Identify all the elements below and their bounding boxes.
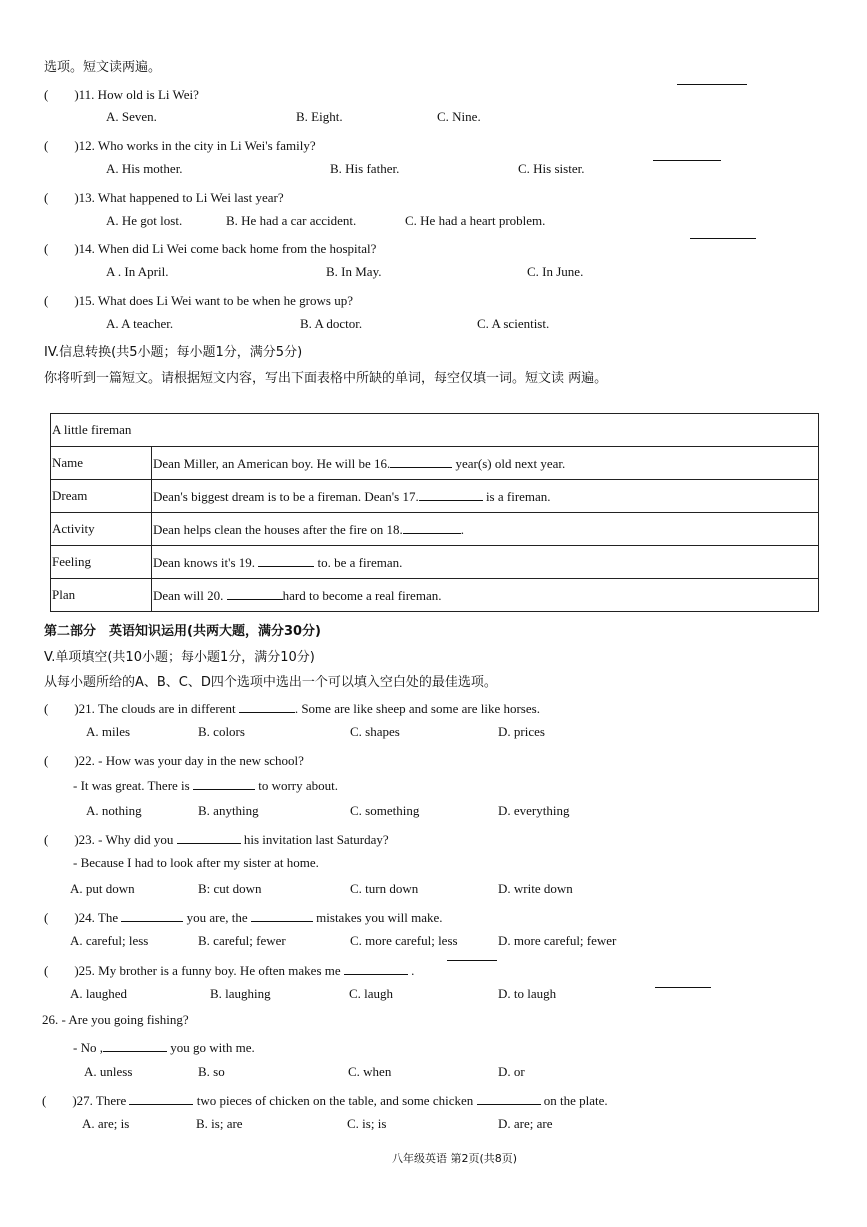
row-label: Activity: [51, 513, 152, 546]
option: A. miles: [86, 724, 131, 739]
table-row: [51, 513, 819, 546]
row-text: Dean Miller, an American boy. He will be 16.: [153, 455, 391, 471]
question-14: ( )14. When did Li Wei come back home from the hospital?: [44, 241, 377, 256]
row-label: Feeling: [51, 546, 152, 579]
option: C. is; is: [347, 1116, 387, 1131]
option: B. so: [198, 1064, 225, 1079]
question-25: [44, 960, 414, 979]
option: A. He got lost.: [106, 213, 183, 228]
option: B. is; are: [196, 1116, 243, 1131]
row-label: Dream: [51, 480, 152, 513]
section-5-instruction: 从每小题所给的A、B、C、D四个选项中选出一个可以填入空白处的最佳选项。: [44, 675, 497, 690]
row-content: [152, 546, 819, 579]
option: A. are; is: [82, 1116, 130, 1131]
question-26-line2: [73, 1039, 255, 1056]
answer-line: [447, 960, 497, 961]
blank-19[interactable]: [258, 554, 314, 567]
option: D. more careful; fewer: [498, 933, 617, 948]
intro-tail: 选项。短文读两遍。: [44, 60, 162, 75]
question-23: [44, 829, 389, 848]
blank-27a[interactable]: [129, 1092, 193, 1105]
option: C. when: [348, 1064, 392, 1079]
blank-22[interactable]: [193, 777, 255, 790]
blank-27b[interactable]: [477, 1092, 541, 1105]
row-text: year(s) old next year.: [455, 455, 566, 471]
blank-24a[interactable]: [121, 909, 183, 922]
option: A. nothing: [86, 803, 142, 818]
option: B. colors: [198, 724, 245, 739]
blank-16[interactable]: [390, 455, 452, 468]
row-text: Dean will 20.: [153, 587, 224, 603]
question-text: ( )23. - Why did you: [44, 832, 174, 847]
question-text: - It was great. There is: [73, 778, 190, 793]
row-text: is a fireman.: [485, 488, 551, 504]
blank-25[interactable]: [344, 962, 408, 975]
question-21: [44, 698, 540, 717]
question-text: - No ,: [73, 1040, 103, 1055]
option: C. A scientist.: [477, 316, 550, 331]
question-24: [44, 907, 443, 926]
option: C. more careful; less: [350, 933, 458, 948]
question-15: ( )15. What does Li Wei want to be when he grows up?: [44, 293, 353, 308]
blank-20[interactable]: [227, 587, 283, 600]
option: B. In May.: [326, 264, 382, 279]
blank-21[interactable]: [239, 700, 295, 713]
option: A. put down: [70, 881, 135, 896]
option: B. He had a car accident.: [226, 213, 357, 228]
page-footer: 八年级英语 第2页(共8页): [392, 1152, 518, 1165]
row-content: [152, 579, 819, 612]
question-text: on the plate.: [543, 1093, 608, 1108]
question-22: ( )22. - How was your day in the new school?: [44, 753, 304, 768]
blank-24b[interactable]: [251, 909, 313, 922]
section-4-instruction: 你将听到一篇短文。请根据短文内容，写出下面表格中所缺的单词，每空仅填一词。短文读 两遍。: [44, 371, 608, 386]
option: D. or: [498, 1064, 525, 1079]
question-13: ( )13. What happened to Li Wei last year?: [44, 190, 284, 205]
option: B. A doctor.: [300, 316, 363, 331]
option: C. His sister.: [518, 161, 585, 176]
row-text: hard to become a real fireman.: [282, 587, 442, 603]
option: A. careful; less: [70, 933, 149, 948]
table-row: [51, 546, 819, 579]
option: B. careful; fewer: [198, 933, 286, 948]
option: C. shapes: [350, 724, 400, 739]
answer-line: [690, 238, 756, 239]
row-content: [152, 447, 819, 480]
option: B. Eight.: [296, 109, 343, 124]
question-text: ( )24. The: [44, 910, 119, 925]
table-row: [51, 414, 819, 447]
option: C. Nine.: [437, 109, 481, 124]
question-text: ( )21. The clouds are in different: [44, 701, 236, 716]
table-row: [51, 579, 819, 612]
row-label: Plan: [51, 579, 152, 612]
info-table: [50, 413, 819, 612]
question-text: .: [411, 963, 415, 978]
option: D. prices: [498, 724, 545, 739]
question-22-answer-line: [73, 777, 338, 794]
question-text: mistakes you will make.: [316, 910, 443, 925]
question-text: ( )25. My brother is a funny boy. He often makes me: [44, 963, 341, 978]
option: A. unless: [84, 1064, 133, 1079]
option: A. His mother.: [106, 161, 183, 176]
option: C. In June.: [527, 264, 584, 279]
blank-18[interactable]: [403, 521, 461, 534]
question-27: [42, 1090, 608, 1109]
option: B. His father.: [330, 161, 400, 176]
option: C. He had a heart problem.: [405, 213, 546, 228]
question-23-line2: - Because I had to look after my sister at home.: [73, 855, 319, 870]
question-text: two pieces of chicken on the table, and some chicken: [196, 1093, 474, 1108]
option: C. something: [350, 803, 420, 818]
question-text: to worry about.: [258, 778, 339, 793]
answer-line: [677, 84, 747, 85]
blank-26[interactable]: [103, 1039, 167, 1052]
question-text: . Some are like sheep and some are like horses.: [294, 701, 540, 716]
row-text: Dean knows it's 19.: [153, 554, 256, 570]
option: C. laugh: [349, 986, 394, 1001]
row-text: Dean's biggest dream is to be a fireman. Dean's 17.: [153, 488, 419, 504]
option: D. are; are: [498, 1116, 553, 1131]
row-text: to. be a fireman.: [317, 554, 403, 570]
table-row: [51, 480, 819, 513]
section-4-title: IV.信息转换(共5小题；每小题1分，满分5分): [44, 345, 303, 360]
question-text: you go with me.: [170, 1040, 255, 1055]
option: B. laughing: [210, 986, 271, 1001]
question-26: 26. - Are you going fishing?: [42, 1012, 189, 1027]
option: C. turn down: [350, 881, 419, 896]
part-2-title: 第二部分 英语知识运用(共两大题，满分30分): [44, 624, 321, 639]
answer-line: [655, 987, 711, 988]
option: A . In April.: [106, 264, 169, 279]
row-text: .: [460, 521, 465, 537]
option: D. to laugh: [498, 986, 557, 1001]
answer-line: [653, 160, 721, 161]
row-content: [152, 480, 819, 513]
row-content: [152, 513, 819, 546]
option: A. Seven.: [106, 109, 157, 124]
row-label: Name: [51, 447, 152, 480]
blank-17[interactable]: [419, 488, 483, 501]
question-text: ( )27. There: [42, 1093, 127, 1108]
option: A. A teacher.: [106, 316, 174, 331]
option: B: cut down: [198, 881, 262, 896]
option: B. anything: [198, 803, 259, 818]
question-12: ( )12. Who works in the city in Li Wei's family?: [44, 138, 316, 153]
question-11: ( )11. How old is Li Wei?: [44, 87, 199, 102]
blank-23[interactable]: [177, 831, 241, 844]
question-text: his invitation last Saturday?: [243, 832, 389, 847]
question-text: you are, the: [186, 910, 248, 925]
table-row: [51, 447, 819, 480]
option: D. everything: [498, 803, 570, 818]
section-5-title: V.单项填空(共10小题；每小题1分，满分10分): [44, 650, 315, 665]
option: D. write down: [498, 881, 573, 896]
option: A. laughed: [70, 986, 128, 1001]
row-text: Dean helps clean the houses after the fire on 18.: [153, 521, 403, 537]
table-header: A little fireman: [51, 414, 819, 447]
